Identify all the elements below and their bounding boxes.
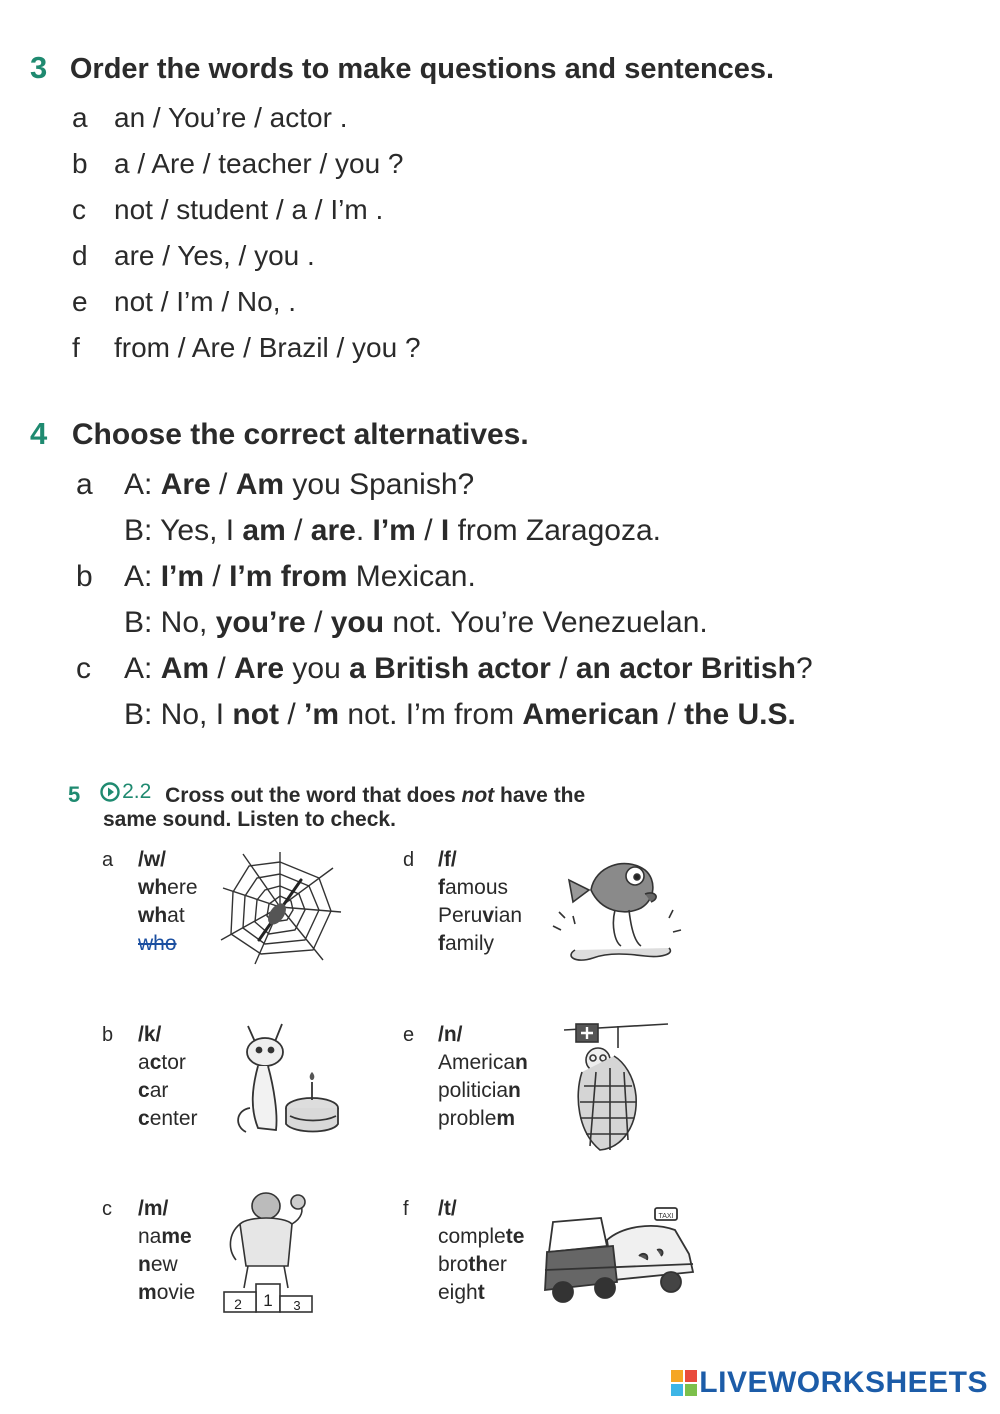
title-emphasis: not [461, 784, 495, 807]
item-letter: f [72, 332, 80, 363]
option[interactable]: Am [160, 652, 210, 685]
item-letter: b [72, 148, 88, 179]
item-text: an / You’re / actor . [114, 102, 348, 133]
text: Mexican. [347, 560, 476, 593]
list-item [76, 468, 474, 502]
word[interactable]: name [138, 1225, 192, 1248]
podium-second: 2 [234, 1296, 242, 1312]
item-text: a / Are / teacher / you ? [114, 148, 404, 179]
option[interactable]: not [232, 698, 280, 731]
exercise-title: Order the words to make questions and sentences. [69, 53, 775, 85]
sound-group-d [438, 846, 522, 958]
word[interactable]: problem [438, 1107, 516, 1130]
taxi-sign: TAXI [658, 1213, 674, 1220]
text: / [305, 606, 331, 639]
item-letter: a [76, 468, 93, 501]
exercise-number: 3 [30, 50, 48, 85]
item-letter: e [403, 1024, 415, 1046]
item-text: not / student / a / I’m . [114, 194, 384, 225]
text: not. You’re Venezuelan. [384, 606, 708, 639]
item-text: not / I’m / No, . [114, 286, 297, 317]
item-text: are / Yes, / you . [114, 240, 315, 271]
item-letter: d [403, 849, 415, 871]
option[interactable]: I [440, 514, 450, 547]
text: A: [124, 652, 161, 685]
word[interactable]: famous [438, 876, 509, 899]
text: / [210, 468, 236, 501]
podium-third: 3 [293, 1298, 301, 1313]
item-letter: b [102, 1024, 114, 1046]
option[interactable]: I’m [372, 514, 416, 547]
item-letter: c [72, 194, 86, 225]
liveworksheets-logo-icon [671, 1370, 697, 1396]
list-item-line [124, 514, 661, 548]
phoneme: /k/ [138, 1023, 162, 1046]
podium-winner-illustration [218, 1188, 322, 1316]
sound-group-f [438, 1195, 524, 1307]
word[interactable]: car [138, 1079, 169, 1102]
option[interactable]: I’m from [229, 560, 348, 593]
fish-illustration [545, 846, 687, 970]
list-item [72, 240, 315, 272]
exercise-title-line2: same sound. Listen to check. [103, 808, 396, 831]
list-item-line [124, 698, 796, 732]
item-letter: e [72, 286, 88, 317]
option[interactable]: am [242, 514, 286, 547]
exercise-number: 5 [68, 782, 81, 807]
title-part: Cross out the word that does [165, 784, 462, 807]
word[interactable]: Peruvian [438, 904, 523, 927]
word[interactable]: actor [138, 1051, 186, 1074]
list-item [76, 652, 813, 686]
phoneme: /w/ [138, 848, 167, 871]
word[interactable]: movie [138, 1281, 196, 1304]
exercise-number: 4 [30, 416, 48, 451]
text: B: No, [124, 606, 216, 639]
text: A: [124, 560, 161, 593]
phoneme: /t/ [438, 1197, 457, 1220]
exercise-3-heading [30, 50, 774, 86]
word[interactable]: politician [438, 1079, 521, 1102]
item-text: from / Are / Brazil / you ? [114, 332, 421, 363]
phoneme: /n/ [438, 1023, 463, 1046]
cat-with-cake-illustration [228, 1018, 348, 1140]
cars-taxi-illustration [543, 1200, 697, 1306]
option[interactable]: Am [235, 468, 285, 501]
list-item [76, 560, 476, 594]
word[interactable]: family [438, 932, 495, 955]
sound-group-a [138, 846, 198, 958]
play-icon[interactable] [100, 782, 120, 802]
logo-text: LIVEWORKSHEETS [699, 1366, 988, 1399]
phoneme: /m/ [138, 1197, 169, 1220]
text: B: No, I [124, 698, 233, 731]
phoneme: /f/ [438, 848, 457, 871]
option[interactable]: a British actor [349, 652, 551, 685]
title-part: have the [494, 784, 586, 807]
list-item [72, 194, 383, 226]
option[interactable]: are [310, 514, 356, 547]
option[interactable]: Are [234, 652, 285, 685]
word[interactable]: where [138, 876, 198, 899]
list-item-line [124, 606, 708, 640]
item-letter: f [403, 1198, 409, 1220]
list-item [72, 148, 404, 180]
word[interactable]: center [138, 1107, 198, 1130]
text: A: [124, 468, 161, 501]
word-crossed-out[interactable]: who [138, 932, 177, 955]
item-letter: a [72, 102, 88, 133]
exercise-title: Choose the correct alternatives. [71, 418, 529, 451]
word[interactable]: what [138, 904, 185, 927]
item-letter: c [102, 1198, 112, 1220]
text: from Zaragoza. [449, 514, 661, 547]
podium-first: 1 [263, 1291, 273, 1310]
exercise-5-heading [68, 780, 585, 808]
liveworksheets-logo [671, 1366, 988, 1400]
option[interactable]: I’m [160, 560, 205, 593]
text: / [659, 698, 685, 731]
text: you [284, 652, 350, 685]
list-item [72, 286, 296, 318]
audio-track[interactable] [100, 780, 151, 804]
option[interactable]: Are [160, 468, 211, 501]
text: / [550, 652, 576, 685]
option[interactable]: the U.S. [684, 698, 796, 731]
text: / [415, 514, 441, 547]
option[interactable]: you [330, 606, 385, 639]
word[interactable]: new [138, 1253, 178, 1276]
list-item [72, 102, 348, 134]
text: . [355, 514, 373, 547]
list-item [72, 332, 421, 364]
text: / [209, 652, 235, 685]
sound-group-e [438, 1021, 528, 1133]
word[interactable]: eight [438, 1281, 485, 1304]
option[interactable]: an actor British [575, 652, 796, 685]
word[interactable]: complete [438, 1225, 525, 1248]
sound-group-c [138, 1195, 195, 1307]
sound-group-b [138, 1021, 198, 1133]
option[interactable]: American [522, 698, 660, 731]
exercise-title [165, 784, 585, 807]
politician-in-net-illustration [560, 1016, 672, 1156]
option[interactable]: you’re [215, 606, 306, 639]
audio-track-number: 2.2 [122, 780, 152, 803]
text: / [285, 514, 311, 547]
item-letter: d [72, 240, 88, 271]
word[interactable]: American [438, 1051, 528, 1074]
item-letter: b [76, 560, 93, 593]
text: B: Yes, I [124, 514, 243, 547]
spider-web-illustration [215, 848, 345, 966]
text: not. I’m from [339, 698, 523, 731]
option[interactable]: ’m [304, 698, 340, 731]
text: / [204, 560, 230, 593]
word[interactable]: brother [438, 1253, 507, 1276]
item-letter: a [102, 849, 114, 871]
text: you Spanish? [284, 468, 475, 501]
exercise-4-heading [30, 416, 529, 452]
item-letter: c [76, 652, 91, 685]
text: / [279, 698, 305, 731]
text: ? [795, 652, 813, 685]
